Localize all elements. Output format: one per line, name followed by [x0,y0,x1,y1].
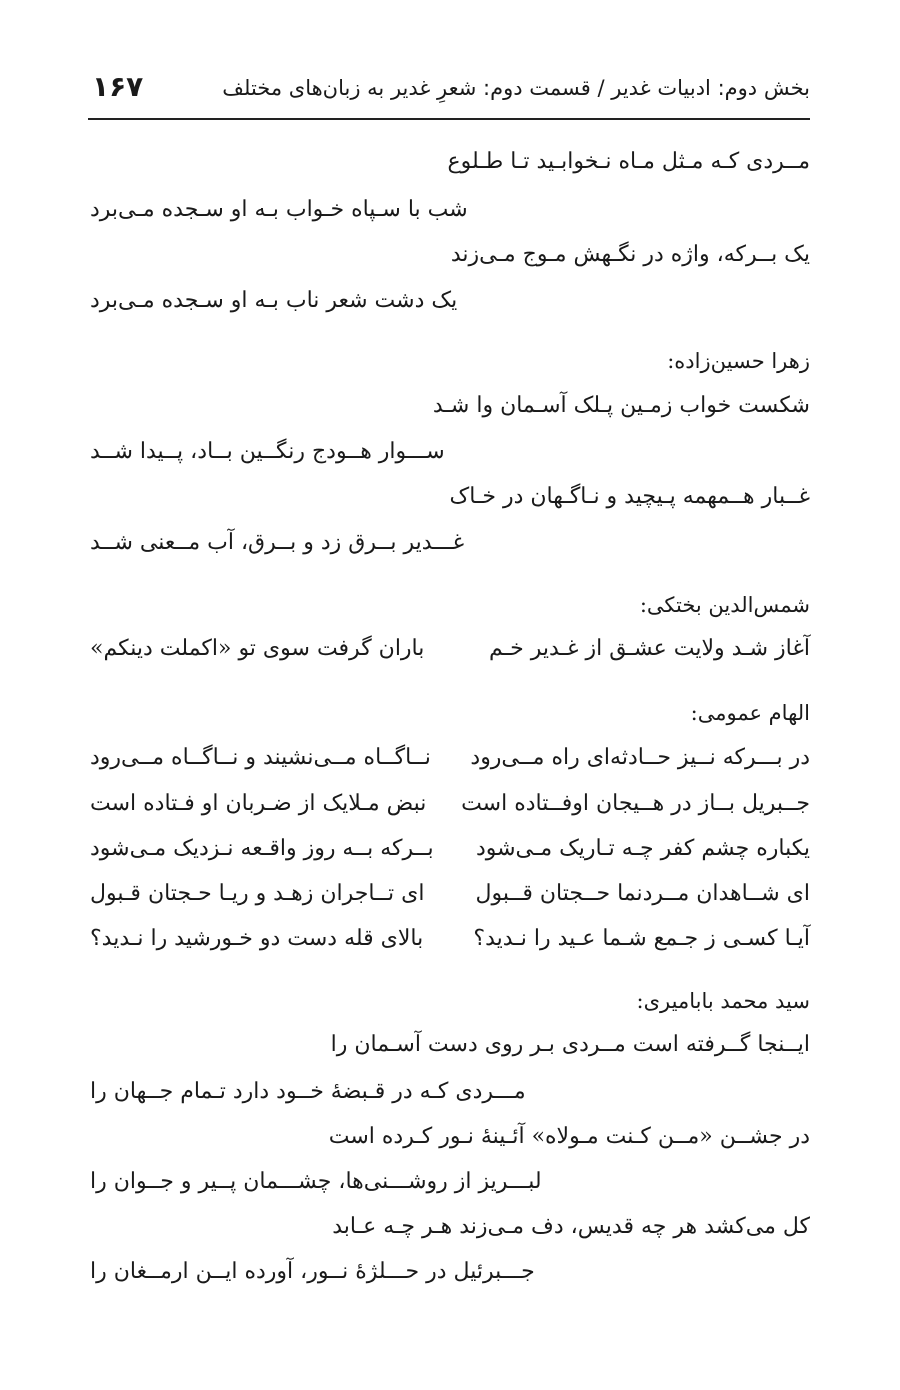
verse-line: مــردی کـه مـثل مـاه نـخوابـید تـا طـلوع [447,149,810,174]
hemistich-left: ای تــاجران زهـد و ریـا حـجتان قـبول [90,881,425,906]
hemistich-right: ای شــاهدان مــردنما حــجتان قــبول [475,881,810,906]
hemistich-left: بالای قله دست دو خـورشید را نـدید؟ [90,926,424,951]
hemistich-right: آغاز شـد ولایت عشـق از غـدیر خـم [489,636,810,661]
verse-line: شب با سـپاه خـواب بـه او سـجده مـی‌برد [90,197,468,222]
hemistich-right: یکباره چشم کفر چـه تـاریک مـی‌شود [475,836,810,861]
hemistich-right: در بـــرکه نــیز حــادثه‌ای راه مــی‌رود [470,745,810,770]
hemistich-left: بــرکه بــه روز واقـعه نـزدیک مـی‌شود [90,836,434,861]
verse-line: جـــبرئیل در حـــلژهٔ نــور، آورده ایــن ارمــغان را [90,1259,535,1284]
verse-line: غـــدیر بــرق زد و بــرق، آب مــعنی شــد [90,530,465,555]
verse-line: یک بــرکه، واژه در نگـهش مـوج مـی‌زند [450,242,810,267]
verse-line: لبـــریز از روشـــنی‌ها، چشـــمان پــیر و جــوان را [90,1169,542,1194]
hemistich-right: آیـا کسـی ز جـمع شـما عـید را نـدید؟ [473,926,810,951]
header-title: بخش دوم: ادبیات غدیر / قسمت دوم: شعرِ غدیر به زبان‌های مختلف [222,76,810,100]
poet-name: سید محمد بابامیری: [636,989,810,1013]
page-number: ۱۶۷ [92,70,144,103]
poet-name: شمس‌الدین بختکی: [639,593,810,617]
running-header [88,72,810,120]
verse-line: در جشــن «مــن کـنت مـولاه» آئـینهٔ نـور کـرده است [328,1124,810,1149]
verse-line: شکست خواب زمـین پـلک آسـمان وا شـد [432,393,810,418]
verse-line: غــبار هــمهمه پـیچید و نـاگـهان در خـاک [449,484,810,509]
verse-line: یک دشت شعر ناب بـه او سـجده مـی‌برد [90,288,458,313]
hemistich-left: نــاگــاه مــی‌نشیند و نــاگــاه مــی‌رود [90,745,431,770]
hemistich-right: جــبریل بــاز در هــیجان اوفــتاده است [461,791,810,816]
hemistich-left: باران گرفت سوی تو «اکملت دینکم» [90,636,425,661]
verse-line: ســـوار هــودج رنگــین بــاد، پــیدا شــد [90,439,445,464]
verse-line: ایــنجا گــرفته است مــردی بـر روی دست آسـمان را [330,1032,810,1057]
verse-line: کل می‌کشد هر چه قدیس، دف مـی‌زند هـر چـه عـابد [332,1214,810,1239]
poet-name: الهام عمومی: [690,701,810,725]
hemistich-left: نبض مـلایک از ضـربان او فـتاده است [90,791,427,816]
verse-line: مـــردی کـه در قـبضهٔ خــود دارد تـمام جــهان را [90,1079,526,1104]
poet-name: زهرا حسین‌زاده: [667,349,810,373]
